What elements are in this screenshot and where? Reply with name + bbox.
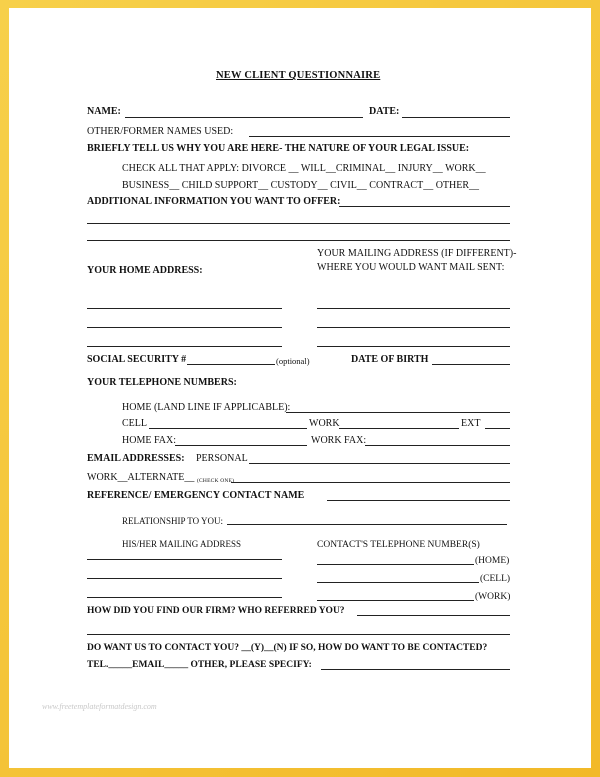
reference-name-field[interactable] [327,500,510,501]
work-fax-field[interactable] [365,445,510,446]
work-phone-field[interactable] [339,428,459,429]
his-her-address-label: HIS/HER MAILING ADDRESS [122,539,242,549]
home-paren-label: (HOME) [475,556,510,566]
home-fax-field[interactable] [175,445,307,446]
mailing-address-field-3[interactable] [317,346,510,347]
home-address-field-3[interactable] [87,346,282,347]
work-phone-label: WORK [309,418,340,429]
check-all-line-1: CHECK ALL THAT APPLY: DIVORCE __ WILL__CRIMINAL__ INJURY__ WORK__ [122,163,486,174]
contact-address-field-2[interactable] [87,578,282,579]
additional-info-field-2[interactable] [87,223,510,224]
mailing-address-line-1: YOUR MAILING ADDRESS (IF DIFFERENT)- [317,248,517,259]
check-one-label: (CHECK ONE) [197,478,235,484]
contact-phone-heading: CONTACT'S TELEPHONE NUMBER(S) [317,540,480,550]
other-names-field[interactable] [249,136,510,137]
home-landline-label: HOME (LAND LINE IF APPLICABLE): [122,402,291,413]
dob-label: DATE OF BIRTH [351,354,429,365]
watermark: www.freetemplateformatdesign.com [42,702,157,711]
mailing-address-field-2[interactable] [317,327,510,328]
relationship-field[interactable] [227,524,507,525]
phones-heading: YOUR TELEPHONE NUMBERS: [87,377,237,388]
date-label: DATE: [369,106,400,117]
personal-email-label: PERSONAL [196,453,248,464]
ssn-field[interactable] [187,364,275,365]
email-heading: EMAIL ADDRESSES: [87,453,185,464]
contact-method-line: TEL._____EMAIL_____ OTHER, PLEASE SPECIFY: [87,660,312,670]
contact-cell-phone-field[interactable] [317,582,479,583]
mailing-address-line-2: WHERE YOU WOULD WANT MAIL SENT: [317,262,505,273]
check-all-line-2: BUSINESS__ CHILD SUPPORT__ CUSTODY__ CIVIL__ CONTRACT__ OTHER__ [122,180,480,191]
additional-info-field-1[interactable] [339,206,510,207]
optional-label: (optional) [276,356,310,366]
home-fax-label: HOME FAX: [122,435,176,446]
ssn-label: SOCIAL SECURITY # [87,354,187,365]
other-names-label: OTHER/FORMER NAMES USED: [87,126,234,137]
date-field[interactable] [402,117,510,118]
referral-field-2[interactable] [87,634,510,635]
contact-method-field[interactable] [321,669,510,670]
personal-email-field[interactable] [249,463,510,464]
document-title: NEW CLIENT QUESTIONNAIRE [216,70,381,81]
name-label: NAME: [87,106,121,117]
cell-paren-label: (CELL) [480,574,511,584]
home-landline-field[interactable] [286,412,510,413]
relationship-label: RELATIONSHIP TO YOU: [122,516,224,526]
contact-work-phone-field[interactable] [317,600,474,601]
home-address-field-2[interactable] [87,327,282,328]
home-address-field-1[interactable] [87,308,282,309]
dob-field[interactable] [432,364,510,365]
additional-info-label: ADDITIONAL INFORMATION YOU WANT TO OFFER: [87,196,341,207]
contact-address-field-1[interactable] [87,559,282,560]
work-fax-label: WORK FAX: [311,435,367,446]
cell-label: CELL [122,418,147,429]
cell-field[interactable] [149,428,307,429]
document-page [9,8,591,768]
alternate-email-field[interactable] [231,482,510,483]
ext-field[interactable] [485,428,510,429]
work-paren-label: (WORK) [475,592,511,602]
contact-preference-question: DO WANT US TO CONTACT YOU? __(Y)__(N) IF SO, HOW DO WANT TO BE CONTACTED? [87,643,488,653]
contact-address-field-3[interactable] [87,597,282,598]
work-alternate-label: WORK__ALTERNATE__ [87,472,195,483]
contact-home-phone-field[interactable] [317,564,474,565]
referral-field-1[interactable] [357,615,510,616]
home-address-label: YOUR HOME ADDRESS: [87,265,203,276]
reference-heading: REFERENCE/ EMERGENCY CONTACT NAME [87,490,305,501]
name-field[interactable] [125,117,363,118]
legal-issue-heading: BRIEFLY TELL US WHY YOU ARE HERE- THE NATURE OF YOUR LEGAL ISSUE: [87,143,470,154]
ext-label: EXT [461,418,481,429]
additional-info-field-3[interactable] [87,240,510,241]
referral-question: HOW DID YOU FIND OUR FIRM? WHO REFERRED YOU? [87,606,345,616]
mailing-address-field-1[interactable] [317,308,510,309]
